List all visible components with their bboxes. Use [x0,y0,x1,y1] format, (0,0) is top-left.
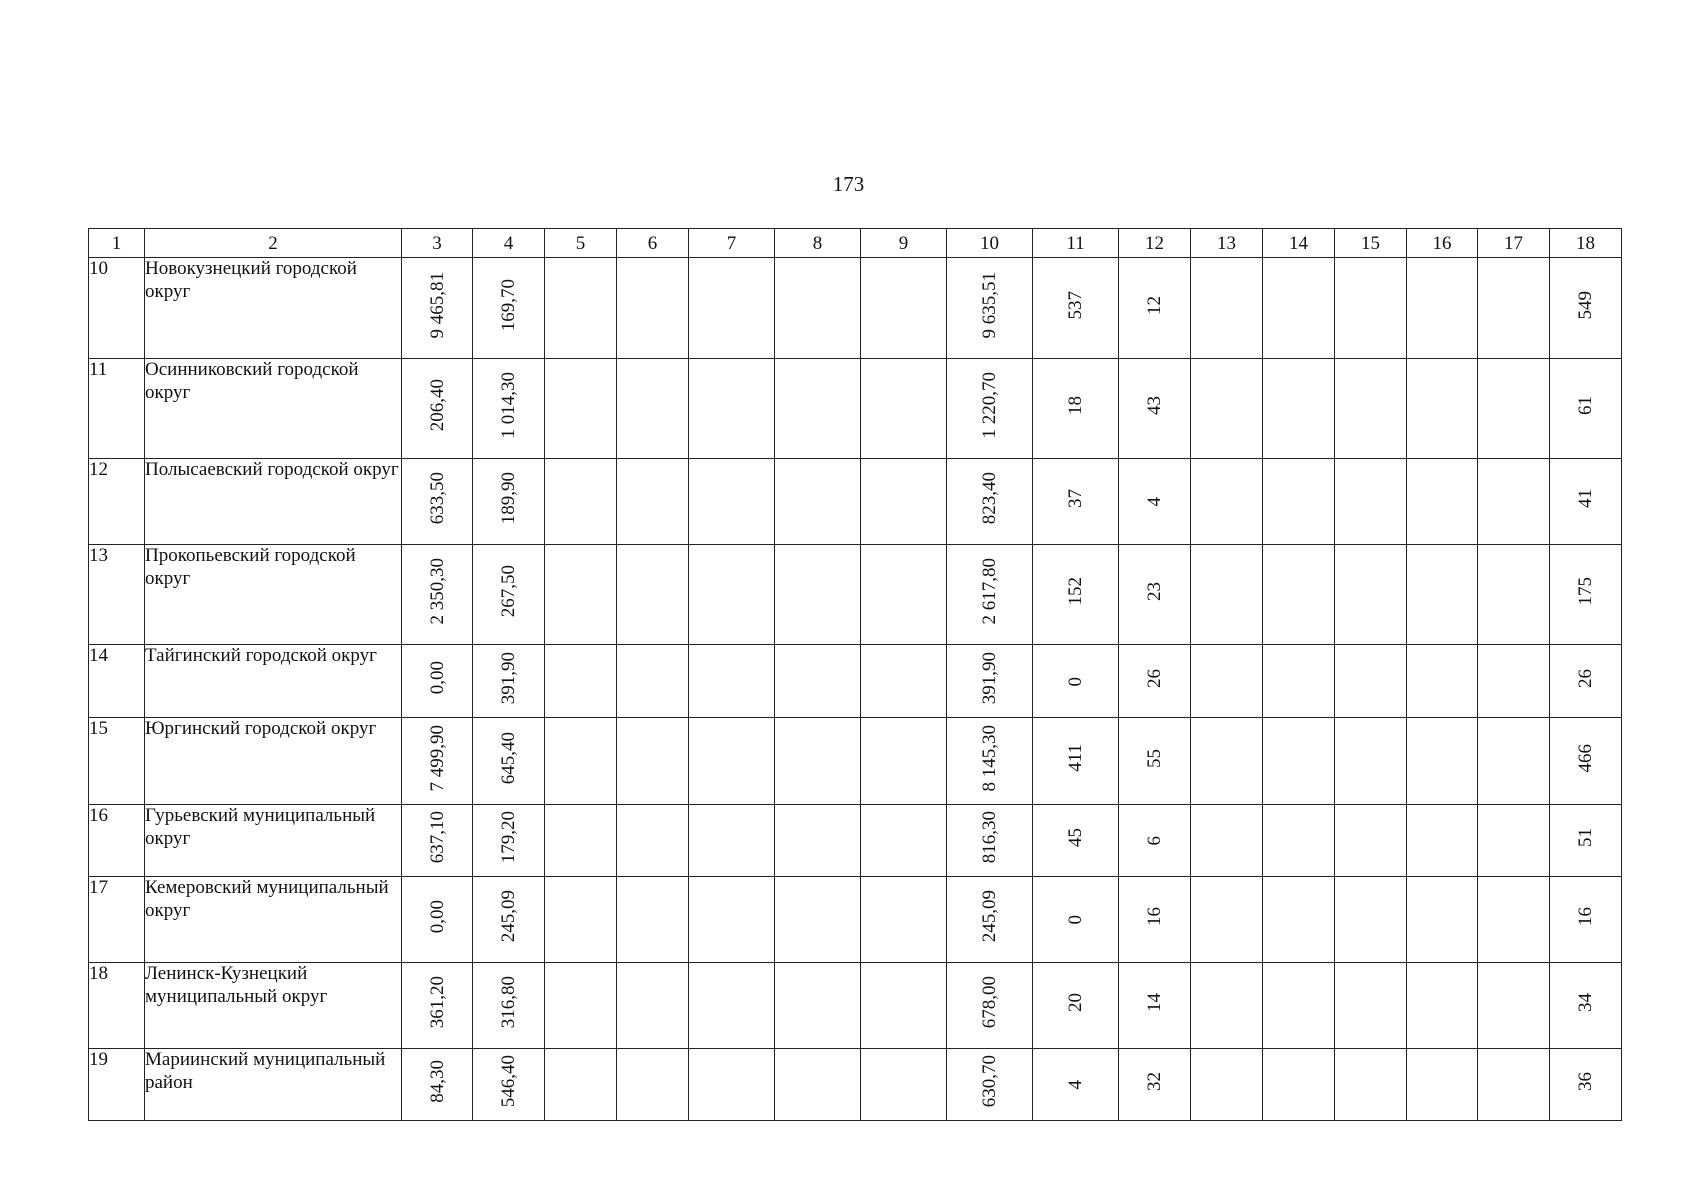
column-header: 8 [775,229,861,258]
value-cell-col-7 [689,545,775,645]
cell-value: 1 220,70 [979,372,1000,439]
district-name-cell: Юргинский городской округ [145,718,402,805]
value-cell-col-12 [1119,645,1191,718]
district-name-cell: Гурьевский муниципальный округ [145,805,402,877]
value-cell-col-17 [1478,459,1550,545]
value-cell-col-15 [1335,359,1407,459]
value-cell-col-18 [1550,459,1622,545]
value-cell-col-7 [689,359,775,459]
cell-value: 16 [1575,907,1596,926]
value-cell-col-3 [402,805,473,877]
row-number-cell: 16 [89,805,145,877]
cell-value: 645,40 [498,731,519,785]
value-cell-col-14 [1263,1049,1335,1121]
value-cell-col-14 [1263,805,1335,877]
cell-value: 2 350,30 [426,558,448,625]
value-cell-col-8 [775,359,861,459]
value-cell-col-16 [1407,805,1478,877]
column-header: 10 [947,229,1033,258]
value-cell-col-15 [1335,545,1407,645]
table-row [89,805,1622,877]
value-cell-col-4 [473,459,545,545]
value-cell-col-9 [861,359,947,459]
cell-value: 14 [1144,993,1165,1012]
value-cell-col-18 [1550,258,1622,359]
district-name-cell: Новокузнецкий городской округ [145,258,402,359]
cell-value: 9 465,81 [426,271,448,339]
value-cell-col-10 [947,718,1033,805]
district-name-cell: Кемеровский муниципальный округ [145,877,402,963]
value-cell-col-13 [1191,877,1263,963]
value-cell-col-7 [689,645,775,718]
value-cell-col-3 [402,877,473,963]
value-cell-col-10 [947,545,1033,645]
value-cell-col-8 [775,877,861,963]
value-cell-col-13 [1191,459,1263,545]
value-cell-col-5 [545,877,617,963]
header-row [89,229,1622,258]
cell-value: 267,50 [498,565,519,618]
row-number-cell: 13 [89,545,145,645]
value-cell-col-13 [1191,1049,1263,1121]
column-header: 3 [402,229,473,258]
value-cell-col-9 [861,718,947,805]
cell-value: 0 [1065,915,1086,925]
district-name-cell: Тайгинский городской округ [145,645,402,718]
value-cell-col-7 [689,963,775,1049]
cell-value: 45 [1065,828,1086,847]
cell-value: 391,90 [979,651,1000,705]
value-cell-col-16 [1407,877,1478,963]
value-cell-col-10 [947,459,1033,545]
value-cell-col-16 [1407,459,1478,545]
cell-value: 6 [1144,836,1165,846]
value-cell-col-6 [617,359,689,459]
value-cell-col-7 [689,877,775,963]
column-header: 17 [1478,229,1550,258]
value-cell-col-10 [947,359,1033,459]
value-cell-col-16 [1407,645,1478,718]
value-cell-col-4 [473,877,545,963]
value-cell-col-6 [617,963,689,1049]
value-cell-col-14 [1263,877,1335,963]
cell-value: 0,00 [426,899,448,934]
value-cell-col-5 [545,963,617,1049]
column-header: 9 [861,229,947,258]
value-cell-col-18 [1550,963,1622,1049]
column-header: 11 [1033,229,1119,258]
value-cell-col-10 [947,258,1033,359]
column-header: 5 [545,229,617,258]
value-cell-col-15 [1335,1049,1407,1121]
value-cell-col-18 [1550,359,1622,459]
table-row [89,877,1622,963]
value-cell-col-5 [545,545,617,645]
district-name-cell: Полысаевский городской округ [145,459,402,545]
value-cell-col-11 [1033,258,1119,359]
cell-value: 41 [1575,489,1596,508]
cell-value: 411 [1065,744,1086,772]
value-cell-col-13 [1191,805,1263,877]
value-cell-col-3 [402,1049,473,1121]
table-row [89,258,1622,359]
page-number: 173 [832,172,865,196]
value-cell-col-4 [473,718,545,805]
value-cell-col-18 [1550,805,1622,877]
cell-value: 169,70 [498,278,519,332]
value-cell-col-13 [1191,545,1263,645]
value-cell-col-9 [861,877,947,963]
value-cell-col-14 [1263,258,1335,359]
cell-value: 8 145,30 [979,724,1000,792]
value-cell-col-12 [1119,1049,1191,1121]
value-cell-col-15 [1335,718,1407,805]
column-header: 4 [473,229,545,258]
value-cell-col-10 [947,1049,1033,1121]
cell-value: 51 [1575,828,1596,847]
cell-value: 9 635,51 [979,271,1000,339]
value-cell-col-7 [689,258,775,359]
row-number-cell: 19 [89,1049,145,1121]
value-cell-col-4 [473,359,545,459]
cell-value: 179,20 [498,811,519,864]
value-cell-col-15 [1335,258,1407,359]
value-cell-col-8 [775,963,861,1049]
value-cell-col-16 [1407,545,1478,645]
cell-value: 245,09 [979,890,1000,943]
value-cell-col-12 [1119,963,1191,1049]
value-cell-col-6 [617,1049,689,1121]
table-row [89,359,1622,459]
row-number-cell: 18 [89,963,145,1049]
cell-value: 12 [1144,295,1165,315]
cell-value: 630,70 [979,1055,1000,1108]
district-name-cell: Прокопьевский городской округ [145,545,402,645]
district-name-cell: Мариинский муниципальный район [145,1049,402,1121]
value-cell-col-3 [402,258,473,359]
value-cell-col-18 [1550,1049,1622,1121]
value-cell-col-18 [1550,645,1622,718]
value-cell-col-12 [1119,258,1191,359]
value-cell-col-5 [545,1049,617,1121]
value-cell-col-11 [1033,877,1119,963]
value-cell-col-15 [1335,963,1407,1049]
data-table [88,228,1622,1121]
value-cell-col-6 [617,645,689,718]
value-cell-col-5 [545,459,617,545]
value-cell-col-13 [1191,359,1263,459]
value-cell-col-16 [1407,359,1478,459]
value-cell-col-17 [1478,545,1550,645]
row-number-cell: 14 [89,645,145,718]
cell-value: 2 617,80 [979,558,1000,625]
row-number-cell: 17 [89,877,145,963]
cell-value: 678,00 [979,976,1000,1029]
cell-value: 0 [1065,676,1086,686]
district-name-cell: Осинниковский городской округ [145,359,402,459]
value-cell-col-17 [1478,877,1550,963]
value-cell-col-8 [775,645,861,718]
cell-value: 549 [1575,290,1596,320]
value-cell-col-17 [1478,359,1550,459]
value-cell-col-3 [402,963,473,1049]
value-cell-col-9 [861,645,947,718]
value-cell-col-13 [1191,963,1263,1049]
value-cell-col-12 [1119,459,1191,545]
value-cell-col-16 [1407,1049,1478,1121]
value-cell-col-18 [1550,718,1622,805]
value-cell-col-14 [1263,718,1335,805]
value-cell-col-16 [1407,718,1478,805]
value-cell-col-15 [1335,459,1407,545]
value-cell-col-7 [689,1049,775,1121]
value-cell-col-11 [1033,545,1119,645]
value-cell-col-5 [545,805,617,877]
value-cell-col-7 [689,459,775,545]
cell-value: 55 [1144,748,1165,768]
table-row [89,459,1622,545]
cell-value: 316,80 [498,976,519,1029]
value-cell-col-9 [861,963,947,1049]
cell-value: 546,40 [498,1055,519,1108]
cell-value: 20 [1065,993,1086,1012]
value-cell-col-3 [402,545,473,645]
cell-value: 245,09 [498,890,519,943]
value-cell-col-17 [1478,645,1550,718]
cell-value: 537 [1065,290,1086,320]
value-cell-col-6 [617,718,689,805]
value-cell-col-11 [1033,718,1119,805]
value-cell-col-5 [545,359,617,459]
cell-value: 1 014,30 [498,372,519,439]
column-header: 13 [1191,229,1263,258]
row-number-cell: 10 [89,258,145,359]
cell-value: 152 [1065,577,1086,606]
value-cell-col-14 [1263,545,1335,645]
cell-value: 633,50 [426,472,448,525]
cell-value: 43 [1144,396,1165,415]
value-cell-col-4 [473,805,545,877]
value-cell-col-6 [617,545,689,645]
value-cell-col-7 [689,718,775,805]
table-row [89,963,1622,1049]
column-header: 6 [617,229,689,258]
cell-value: 23 [1144,582,1165,601]
value-cell-col-8 [775,459,861,545]
column-header: 7 [689,229,775,258]
row-number-cell: 15 [89,718,145,805]
value-cell-col-8 [775,545,861,645]
value-cell-col-4 [473,258,545,359]
value-cell-col-9 [861,258,947,359]
value-cell-col-4 [473,645,545,718]
cell-value: 26 [1144,668,1165,688]
value-cell-col-8 [775,805,861,877]
value-cell-col-3 [402,718,473,805]
value-cell-col-12 [1119,545,1191,645]
cell-value: 637,10 [426,811,448,864]
value-cell-col-12 [1119,718,1191,805]
value-cell-col-15 [1335,645,1407,718]
value-cell-col-10 [947,645,1033,718]
value-cell-col-14 [1263,459,1335,545]
value-cell-col-6 [617,459,689,545]
value-cell-col-15 [1335,805,1407,877]
value-cell-col-5 [545,645,617,718]
value-cell-col-14 [1263,359,1335,459]
cell-value: 823,40 [979,472,1000,525]
value-cell-col-11 [1033,805,1119,877]
value-cell-col-17 [1478,718,1550,805]
value-cell-col-4 [473,545,545,645]
cell-value: 175 [1575,577,1596,606]
value-cell-col-9 [861,1049,947,1121]
cell-value: 189,90 [498,472,519,525]
value-cell-col-3 [402,359,473,459]
value-cell-col-12 [1119,877,1191,963]
value-cell-col-17 [1478,1049,1550,1121]
cell-value: 36 [1575,1072,1596,1091]
cell-value: 61 [1575,396,1596,415]
cell-value: 84,30 [426,1060,448,1103]
value-cell-col-11 [1033,1049,1119,1121]
row-number-cell: 12 [89,459,145,545]
value-cell-col-5 [545,718,617,805]
value-cell-col-9 [861,805,947,877]
table-row [89,645,1622,718]
value-cell-col-4 [473,1049,545,1121]
value-cell-col-3 [402,645,473,718]
value-cell-col-14 [1263,645,1335,718]
cell-value: 466 [1575,743,1596,773]
column-header: 2 [145,229,402,258]
table-row [89,718,1622,805]
value-cell-col-10 [947,805,1033,877]
value-cell-col-8 [775,258,861,359]
value-cell-col-11 [1033,963,1119,1049]
value-cell-col-14 [1263,963,1335,1049]
column-header: 1 [89,229,145,258]
table-row [89,1049,1622,1121]
value-cell-col-12 [1119,805,1191,877]
value-cell-col-8 [775,718,861,805]
value-cell-col-13 [1191,258,1263,359]
column-header: 15 [1335,229,1407,258]
column-header: 14 [1263,229,1335,258]
cell-value: 0,00 [426,661,448,695]
value-cell-col-13 [1191,718,1263,805]
value-cell-col-8 [775,1049,861,1121]
value-cell-col-12 [1119,359,1191,459]
column-header: 12 [1119,229,1191,258]
column-header: 16 [1407,229,1478,258]
cell-value: 391,90 [498,651,519,705]
value-cell-col-6 [617,805,689,877]
row-number-cell: 11 [89,359,145,459]
value-cell-col-16 [1407,963,1478,1049]
cell-value: 4 [1065,1080,1086,1090]
cell-value: 26 [1575,668,1596,688]
value-cell-col-11 [1033,459,1119,545]
value-cell-col-17 [1478,805,1550,877]
value-cell-col-10 [947,963,1033,1049]
cell-value: 4 [1144,497,1165,507]
value-cell-col-5 [545,258,617,359]
district-name-cell: Ленинск-Кузнецкий муниципальный округ [145,963,402,1049]
cell-value: 361,20 [426,976,448,1029]
table-row [89,545,1622,645]
value-cell-col-13 [1191,645,1263,718]
value-cell-col-6 [617,877,689,963]
cell-value: 16 [1144,907,1165,926]
value-cell-col-11 [1033,359,1119,459]
value-cell-col-18 [1550,877,1622,963]
value-cell-col-7 [689,805,775,877]
value-cell-col-6 [617,258,689,359]
value-cell-col-17 [1478,258,1550,359]
value-cell-col-3 [402,459,473,545]
cell-value: 7 499,90 [426,724,448,792]
value-cell-col-16 [1407,258,1478,359]
cell-value: 816,30 [979,811,1000,864]
value-cell-col-4 [473,963,545,1049]
value-cell-col-15 [1335,877,1407,963]
cell-value: 37 [1065,489,1086,508]
cell-value: 32 [1144,1072,1165,1091]
column-header: 18 [1550,229,1622,258]
value-cell-col-10 [947,877,1033,963]
cell-value: 18 [1065,396,1086,415]
cell-value: 206,40 [426,379,448,432]
value-cell-col-9 [861,545,947,645]
value-cell-col-11 [1033,645,1119,718]
value-cell-col-9 [861,459,947,545]
value-cell-col-18 [1550,545,1622,645]
value-cell-col-17 [1478,963,1550,1049]
cell-value: 34 [1575,993,1596,1012]
